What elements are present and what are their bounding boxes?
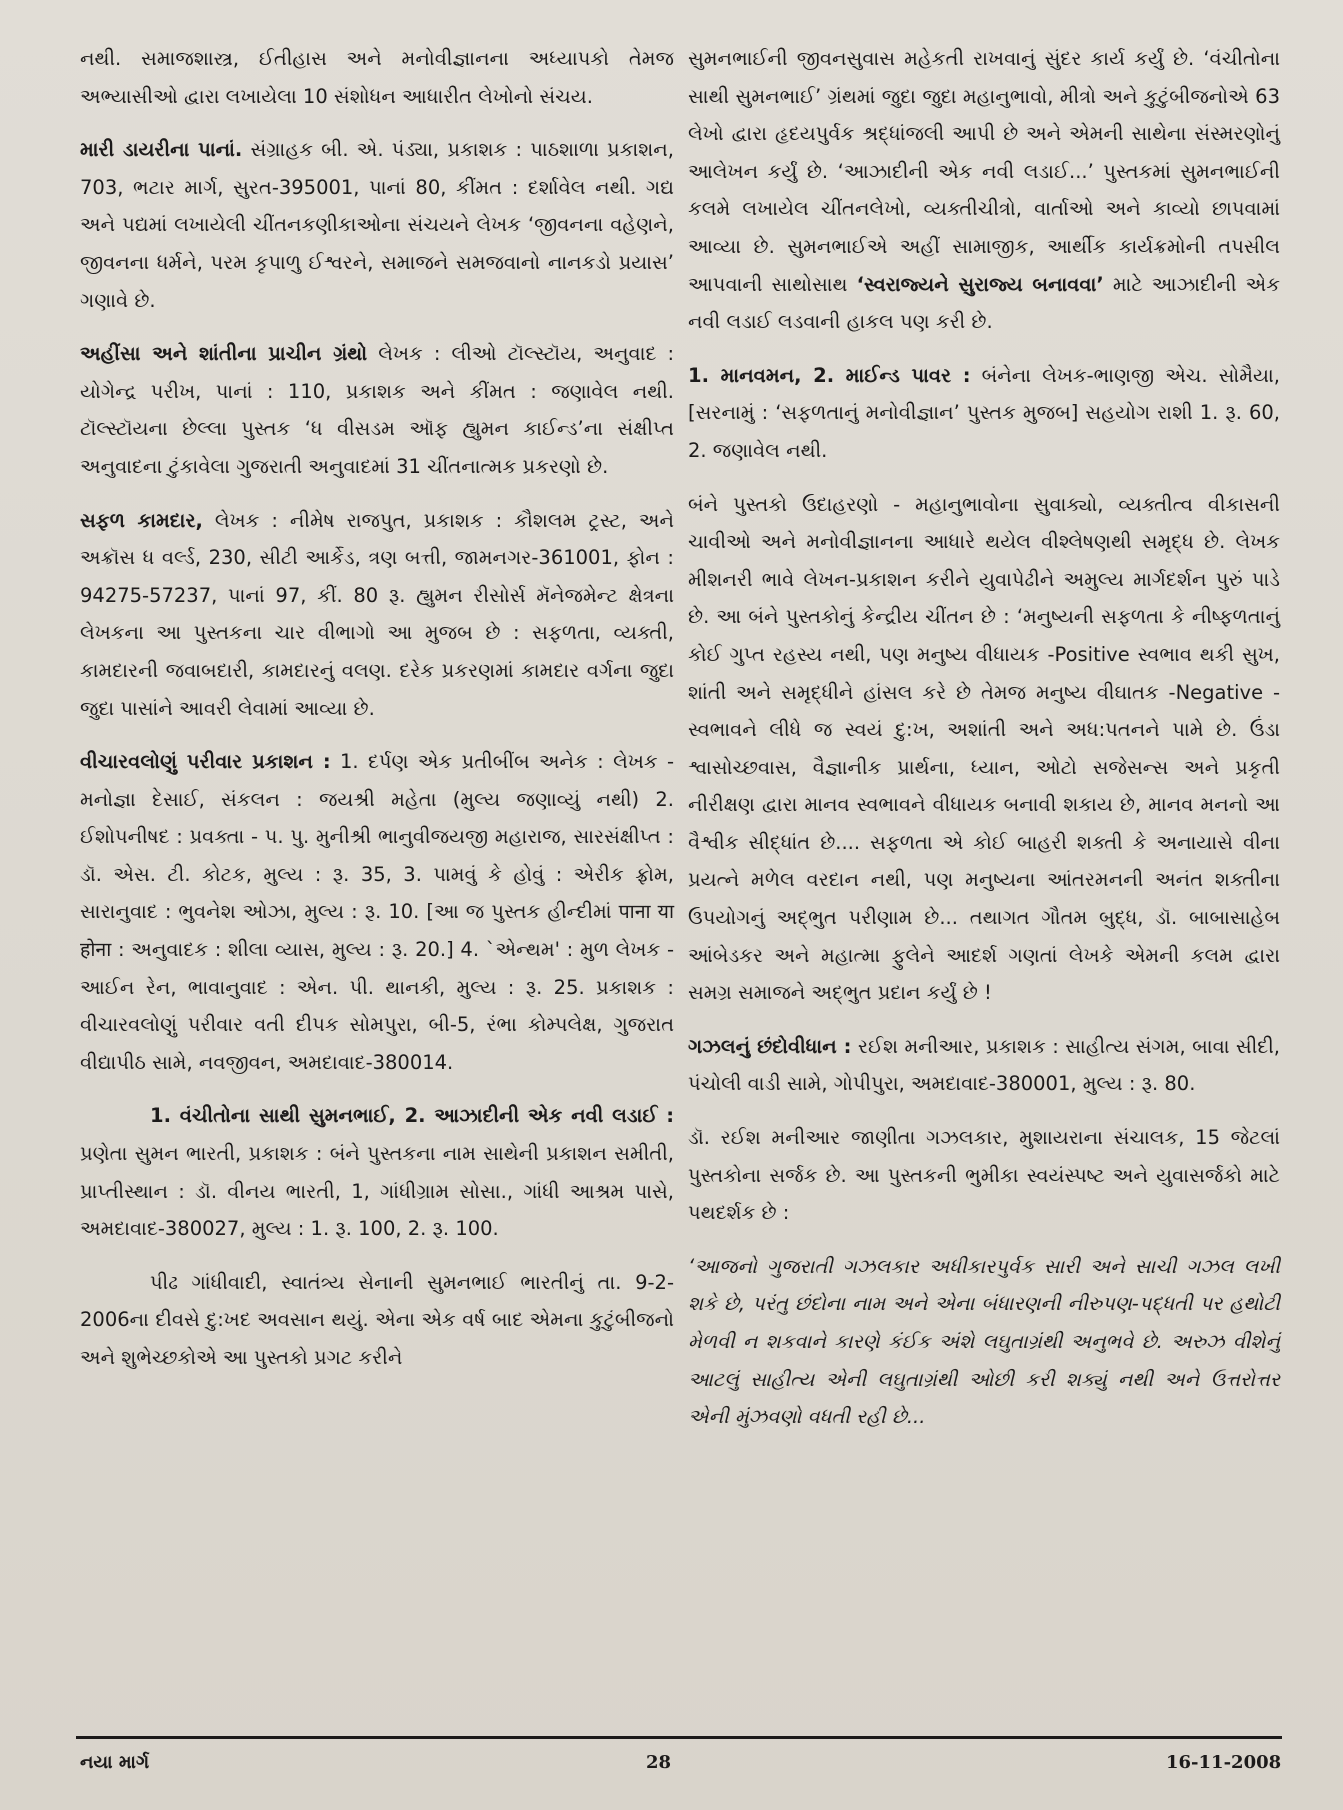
right-column	[688, 40, 1280, 1452]
paragraph-text: નથી. સમાજશાસ્ત્ર, ઈતીહાસ અને મનોવીજ્ઞાનના અધ્યાપકો તેમજ અભ્યાસીઓ દ્વારા લખાયેલા 10 સંશોધન આધારીત લેખોનો સંચય.	[80, 47, 674, 108]
book-title: ગઝલનું છંદોવીધાન :	[688, 1034, 852, 1058]
book-entry	[80, 502, 674, 728]
paragraph	[80, 40, 674, 115]
book-title: અહીંસા અને શાંતીના પ્રાચીન ગ્રંથો	[80, 342, 368, 366]
paragraph-text: પીઢ ગાંધીવાદી, સ્વાતંત્ર્ય સેનાની સુમનભાઈ ભારતીનું તા. 9-2-2006ના દીવસે દુ:ખદ અવસાન થયું. એના એક વર્ષ બાદ એમના કુટુંબીજનો અને શુભેચ્છકોએ આ પુસ્તકો પ્રગટ કરીને	[80, 1270, 674, 1369]
footer-date: 16-11-2008	[1166, 1752, 1282, 1773]
paragraph-text: સુમનભાઈની જીવનસુવાસ મહેકતી રાખવાનું સુંદર કાર્ય કર્યું છે. ‘વંચીતોના સાથી સુમનભાઈ’ ગ્રંથમાં જુદા જુદા મહાનુભાવો, મીત્રો અને કુટુંબીજનોએ 63 લેખો દ્વારા હૃદયપુર્વક શ્રદ્ધાંજલી આપી છે અને એમની સાથેના સંસ્મરણોનું આલેખન કર્યું છે. ‘આઝાદીની એક નવી લડાઈ...’ પુસ્તકમાં સુમનભાઈની કલમે લખાયેલ ચીંતનલેખો, વ્યક્તીચીત્રો, વાર્તાઓ અને કાવ્યો છાપવામાં આવ્યા છે. સુમનભાઈએ અહીં સામાજીક, આર્થીક કાર્યક્રમોની તપસીલ આપવાની સાથોસાથ	[688, 47, 1280, 296]
book-title: 1. વંચીતોના સાથી સુમનભાઈ, 2. આઝાદીની એક નવી લડાઈ :	[150, 1104, 674, 1128]
book-entry	[688, 1028, 1280, 1103]
book-entry	[80, 335, 674, 485]
book-details: સંગ્રાહક બી. એ. પંડ્યા, પ્રકાશક : પાઠશાળા પ્રકાશન, 703, ભટાર માર્ગ, સુરત-395001, પાનાં 80, કીંમત : દર્શાવેલ નથી. ગદ્ય અને પદ્યમાં લખાયેલી ચીંતનકણીકાઓના સંચયને લેખક ‘જીવનના વહેણને, જીવનના ધર્મને, પરમ કૃપાળુ ઈશ્વરને, સમાજને સમજવાનો નાનકડો પ્રયાસ’ ગણાવે છે.	[80, 138, 675, 312]
book-entry	[80, 743, 674, 1081]
footer-divider	[76, 1736, 1282, 1739]
quotation	[688, 1248, 1280, 1436]
book-details: બંનેના લેખક-ભાણજી એચ. સોમૈયા, [સરનામું : ‘સફળતાનું મનોવીજ્ઞાન’ પુસ્તક મુજબ] સહયોગ રાશી 1. રૂ. 60, 2. જણાવેલ નથી.	[688, 363, 1280, 462]
left-column	[80, 40, 674, 1393]
paragraph-text: બંને પુસ્તકો ઉદાહરણો - મહાનુભાવોના સુવાક્યો, વ્યક્તીત્વ વીકાસની ચાવીઓ અને મનોવીજ્ઞાનના આધારે થયેલ વીશ્લેષણથી સમૃદ્ધ છે. લેખક મીશનરી ભાવે લેખન-પ્રકાશન કરીને યુવાપેઢીને અમુલ્ય માર્ગદર્શન પુરું પાડે છે. આ બંને પુસ્તકોનું કેન્દ્રીય ચીંતન છે : ‘મનુષ્યની સફળતા કે નીષ્ફળતાનું કોઈ ગુપ્ત રહસ્ય નથી, પણ મનુષ્ય વીધાયક -Positive સ્વભાવ થકી સુખ, શાંતી અને સમૃદ્ધીને હાંસલ કરે છે તેમજ મનુષ્ય વીઘાતક -Negative - સ્વભાવને લીધે જ સ્વયં દુ:ખ, અશાંતી અને અધ:પતનને પામે છે. ઉંડા શ્વાસોચ્છવાસ, વૈજ્ઞાનીક પ્રાર્થના, ધ્યાન, ઓટો સજેસન્સ અને પ્રકૃતી નીરીક્ષણ દ્વારા માનવ સ્વભાવને વીધાયક બનાવી શકાય છે, માનવ મનનો આ વૈશ્વીક સીદ્ધાંત છે.... સફળતા એ કોઈ બાહરી શક્તી કે અનાયાસે વીના પ્રયત્ને મળેલ વરદાન નથી, પણ મનુષ્યના આંતરમનની અનંત શક્તીના ઉપયોગનું અદ્ભુત પરીણામ છે... તથાગત ગૌતમ બુદ્ધ, ડૉ. બાબાસાહેબ આંબેડકર અને મહાત્મા ફુલેને આદર્શ ગણતાં લેખકે એમની કલમ દ્વારા સમગ્ર સમાજને અદ્ભુત પ્રદાન કર્યું છે !	[688, 492, 1280, 1005]
book-title: સફળ કામદાર,	[80, 508, 203, 532]
book-entry	[80, 131, 674, 319]
emphasis-text: ‘સ્વરાજ્યને સુરાજ્ય બનાવવા’	[856, 272, 1104, 296]
book-title: 1. માનવમન, 2. માઈન્ડ પાવર :	[688, 363, 971, 387]
book-details: લેખક : નીમેષ રાજપુત, પ્રકાશક : કૌશલમ ટ્રસ્ટ, અને અક્રૉસ ધ વર્લ્ડ, 230, સીટી આર્કેડ, ત્રણ બત્તી, જામનગર-361001, ફોન : 94275-57237, પાનાં 97, કીં. 80 રૂ. હ્યુમન રીસોર્સ મૅનેજમેન્ટ ક્ષેત્રના લેખકના આ પુસ્તકના ચાર વીભાગો આ મુજબ છે : સફળતા, વ્યક્તી, કામદારની જવાબદારી, કામદારનું વલણ. દરેક પ્રકરણમાં કામદાર વર્ગના જુદા જુદા પાસાંને આવરી લેવામાં આવ્યા છે.	[80, 508, 674, 720]
book-entry	[80, 1097, 674, 1247]
book-details: રઈશ મનીઆર, પ્રકાશક : સાહીત્ય સંગમ, બાવા સીદી, પંચોલી વાડી સામે, ગોપીપુરા, અમદાવાદ-380001, મુલ્ય : રૂ. 80.	[688, 1034, 1280, 1096]
paragraph	[688, 1119, 1280, 1232]
footer-publication-name: નયા માર્ગ	[80, 1752, 150, 1773]
book-title: મારી ડાયરીના પાનાં.	[80, 138, 243, 162]
footer-page-number: 28	[646, 1752, 672, 1773]
book-title: વીચારવલોણું પરીવાર પ્રકાશન :	[80, 750, 331, 774]
quotation-text: ‘આજનો ગુજરાતી ગઝલકાર અધીકારપુર્વક સારી અને સાચી ગઝલ લખી શકે છે, પરંતુ છંદોના નામ અને એના બંધારણની નીરુપણ-પદ્ધતી પર હથોટી મેળવી ન શકવાને કારણે કંઈક અંશે લઘુતાગ્રંથી અનુભવે છે. અરુઝ વીશેનું આટલું સાહીત્ય એની લઘુતાગ્રંથી ઓછી કરી શક્યું નથી અને ઉત્તરોત્તર એની મુંઝવણો વધતી રહી છે...	[688, 1254, 1280, 1429]
book-entry	[688, 357, 1280, 470]
book-details: પ્રણેતા સુમન ભારતી, પ્રકાશક : બંને પુસ્તકના નામ સાથેની પ્રકાશન સમીતી, પ્રાપ્તીસ્થાન : ડૉ. વીનય ભારતી, 1, ગાંધીગ્રામ સોસા., ગાંધી આશ્રમ પાસે, અમદાવાદ-380027, મુલ્ય : 1. રૂ. 100, 2. રૂ. 100.	[80, 1142, 674, 1241]
book-details: 1. દર્પણ એક પ્રતીબીંબ અનેક : લેખક - મનોજ્ઞા દેસાઈ, સંકલન : જયશ્રી મહેતા (મુલ્ય જણાવ્યું નથી) 2. ઈશોપનીષદ : પ્રવક્તા - પ. પુ. મુનીશ્રી ભાનુવીજયજી મહારાજ, સારસંક્ષીપ્ત : ડૉ. એસ. ટી. કોટક, મુલ્ય : રૂ. 35, 3. પામવું કે હોવું : એરીક ફ્રોમ, સારાનુવાદ : ભુવનેશ ઓઝા, મુલ્ય : રૂ. 10. [આ જ પુસ્તક હીન્દીમાં पाना या होना : અનુવાદક : શીલા વ્યાસ, મુલ્ય : રૂ. 20.] 4. `એન્થમ' : મુળ લેખક - આઈન રેન, ભાવાનુવાદ : એન. પી. થાનકી, મુલ્ય : રૂ. 25. પ્રકાશક : વીચારવલોણું પરીવાર વતી દીપક સોમપુરા, બી-5, રંભા કોમ્પલેક્ષ, ગુજરાત વીદ્યાપીઠ સામે, નવજીવન, અમદાવાદ-380014.	[80, 750, 674, 1074]
paragraph	[688, 486, 1280, 1012]
paragraph	[688, 40, 1280, 341]
paragraph-text: ડૉ. રઈશ મનીઆર જાણીતા ગઝલકાર, મુશાયરાના સંચાલક, 15 જેટલાં પુસ્તકોના સર્જક છે. આ પુસ્તકની ભુમીકા સ્વયંસ્પષ્ટ અને યુવાસર્જકો માટે પથદર્શક છે :	[688, 1126, 1280, 1225]
book-details: લેખક : લીઓ ટૉલ્સ્ટૉય, અનુવાદ : યોગેન્દ્ર પરીખ, પાનાં : 110, પ્રકાશક અને કીંમત : જણાવેલ નથી. ટૉલ્સ્ટૉયના છેલ્લા પુસ્તક ‘ધ વીસડમ ઑફ હ્યુમન કાઈન્ડ’ના સંક્ષીપ્ત અનુવાદના ટુંકાવેલા ગુજરાતી અનુવાદમાં 31 ચીંતનાત્મક પ્રકરણો છે.	[80, 342, 675, 478]
paragraph	[80, 1264, 674, 1377]
paragraph-text: માટે આઝાદીની એક નવી લડાઈ લડવાની હાકલ પણ કરી છે.	[688, 272, 1280, 334]
